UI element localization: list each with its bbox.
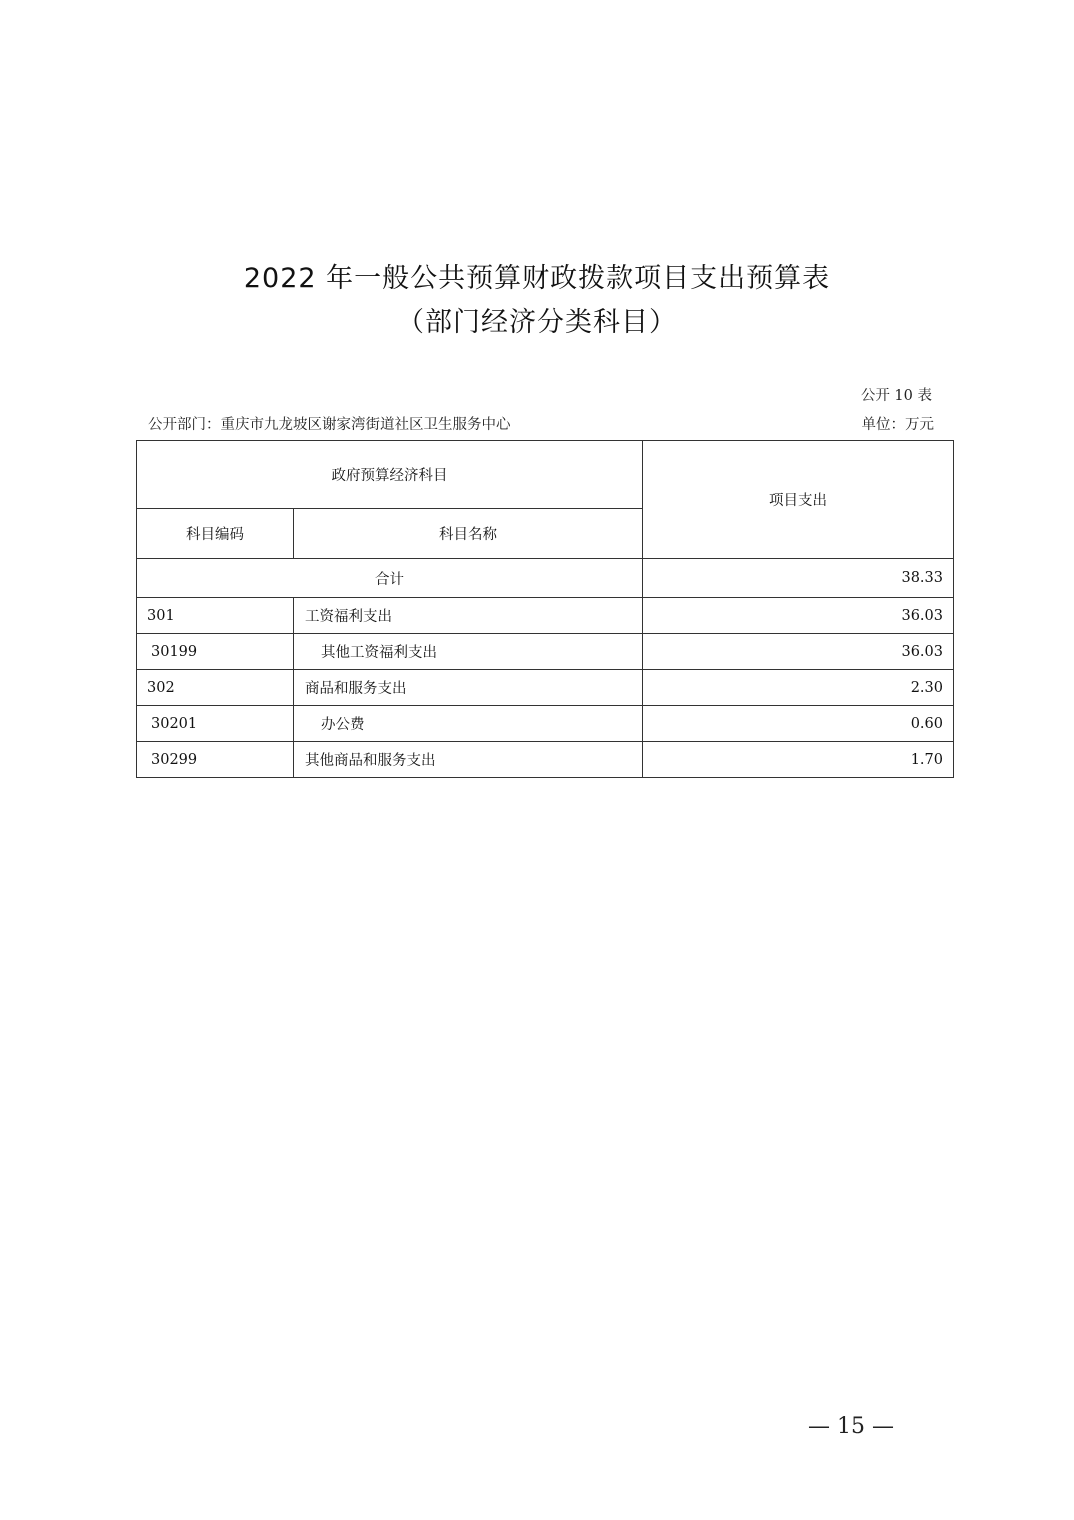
- total-amount: 38.33: [643, 559, 954, 598]
- total-label: 合计: [137, 559, 643, 598]
- budget-table: [136, 440, 954, 778]
- category-name: 其他工资福利支出: [294, 634, 643, 670]
- project-amount: 0.60: [643, 706, 954, 742]
- document-subtitle: （部门经济分类科目）: [397, 307, 677, 338]
- project-amount: 36.03: [643, 598, 954, 634]
- table-number: 公开 10 表: [860, 388, 932, 404]
- category-code-header: 科目编码: [137, 509, 294, 559]
- table-row: [137, 706, 954, 742]
- table-row: [137, 634, 954, 670]
- category-name: 其他商品和服务支出: [294, 742, 643, 778]
- project-amount: 2.30: [643, 670, 954, 706]
- category-name: 商品和服务支出: [294, 670, 643, 706]
- project-amount: 36.03: [643, 634, 954, 670]
- project-amount: 1.70: [643, 742, 954, 778]
- category-name: 工资福利支出: [294, 598, 643, 634]
- category-code: 302: [137, 670, 294, 706]
- unit-label: 单位：万元: [861, 417, 934, 433]
- table-row: [137, 742, 954, 778]
- category-code: 301: [137, 598, 294, 634]
- project-expense-header: 项目支出: [643, 441, 954, 559]
- total-row: [137, 559, 954, 598]
- page-number: — 15 —: [808, 1414, 894, 1439]
- economic-category-header: 政府预算经济科目: [137, 441, 643, 509]
- document-title: 2022 年一般公共预算财政拨款项目支出预算表: [243, 263, 831, 294]
- table-row: [137, 670, 954, 706]
- table-row: [137, 598, 954, 634]
- category-code: 30299: [137, 742, 294, 778]
- department-label: 公开部门：重庆市九龙坡区谢家湾街道社区卫生服务中心: [148, 417, 511, 433]
- category-name: 办公费: [294, 706, 643, 742]
- category-code: 30199: [137, 634, 294, 670]
- category-code: 30201: [137, 706, 294, 742]
- category-name-header: 科目名称: [294, 509, 643, 559]
